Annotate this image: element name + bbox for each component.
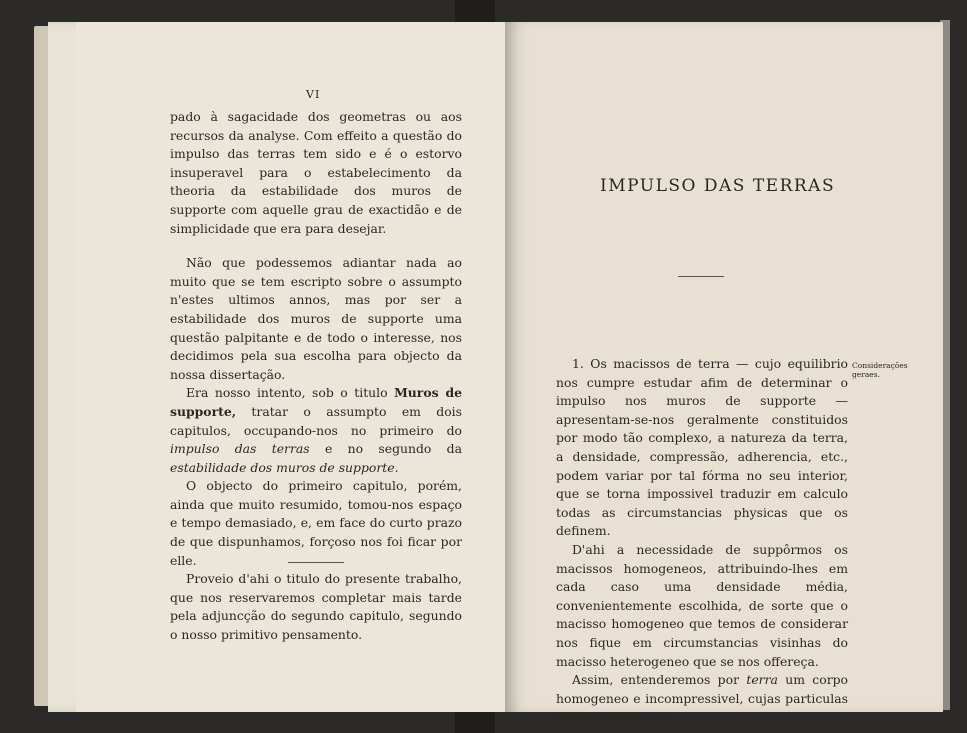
right-paragraph-1: 1. Os macissos de terra — cujo equilibrio nos cumpre estudar afim de determinar o impulso nos muros de supporte — apresentam-se-nos geralmente constituidos por modo tão complexo, a natureza da terra, a densidade, compressão, adherencia, etc., podem variar por tal fórma no seu interior, que se torna impossivel traduzir em calculo todas as circumstancias physicas que os definem. xyxy=(556,356,848,539)
left-page-text xyxy=(170,108,462,645)
rp3-italic-term: terra xyxy=(746,672,778,688)
p3-italic-1: impulso das terras xyxy=(170,441,310,457)
right-paragraph-2: D'ahi a necessidade de suppôrmos os macissos homogeneos, attribuindo-lhes em cada caso uma densidade média, convenientemente escolhida, de sorte que o macisso homogeneo que temos de considerar nos fique em circumstancias visinhas do macisso heterogeneo que se nos offereça. xyxy=(556,541,848,669)
p3-italic-2: estabilidade dos muros de supporte. xyxy=(170,459,399,475)
right-page-text xyxy=(556,355,848,727)
page-number: VI xyxy=(306,88,321,101)
rp3-text-c: um corpo homogeneo e incompressivel, cujas particulas podem deslocar-se xyxy=(556,672,849,725)
left-paragraph-4: O objecto do primeiro capitulo, porém, ainda que muito resumido, tomou-nos espaço e tempo demasiado, e, em face do curto prazo de que dispunhamos, forçoso nos foi ficar por elle. xyxy=(170,478,462,568)
margin-note: Considerações geraes. xyxy=(852,361,908,379)
chapter-title-rule xyxy=(678,276,724,277)
p3-text-c: tratar o assumpto em dois capitulos, occupando-nos no primeiro do xyxy=(170,403,462,438)
rp3-text-a: Assim, entenderemos por xyxy=(572,672,747,688)
p3-text-a: Era nosso intento, sob o titulo xyxy=(186,385,395,401)
left-paragraph-3 xyxy=(170,384,462,477)
left-paragraph-2: Não que podessemos adiantar nada ao muito que se tem escripto sobre o assumpto n'estes ultimos annos, mas por ser a estabilidade dos muros de supporte uma questão palpitante e de todo o interesse, nos decidimos pela sua escolha para objecto da nossa dissertação. xyxy=(170,255,462,382)
left-page-end-rule xyxy=(288,562,344,563)
left-paragraph-1: pado à sagacidade dos geometras ou aos recursos da analyse. Com effeito a questão do impulso das terras tem sido e é o estorvo insuperavel para o estabelecimento da theoria da estabilidade dos muros de supporte com aquelle grau de exactidão e de simplicidade que era para desejar. xyxy=(170,109,462,236)
right-paragraph-3 xyxy=(556,671,848,727)
chapter-title: IMPULSO DAS TERRAS xyxy=(600,176,836,196)
left-paragraph-5: Proveio d'ahi o titulo do presente trabalho, que nos reservaremos completar mais tarde pela adjuncção do segundo capitulo, segundo o nosso primitivo pensamento. xyxy=(170,571,462,643)
p3-bold-title: Muros de supporte, xyxy=(170,385,462,419)
p3-text-e: e no segundo da xyxy=(309,441,462,457)
